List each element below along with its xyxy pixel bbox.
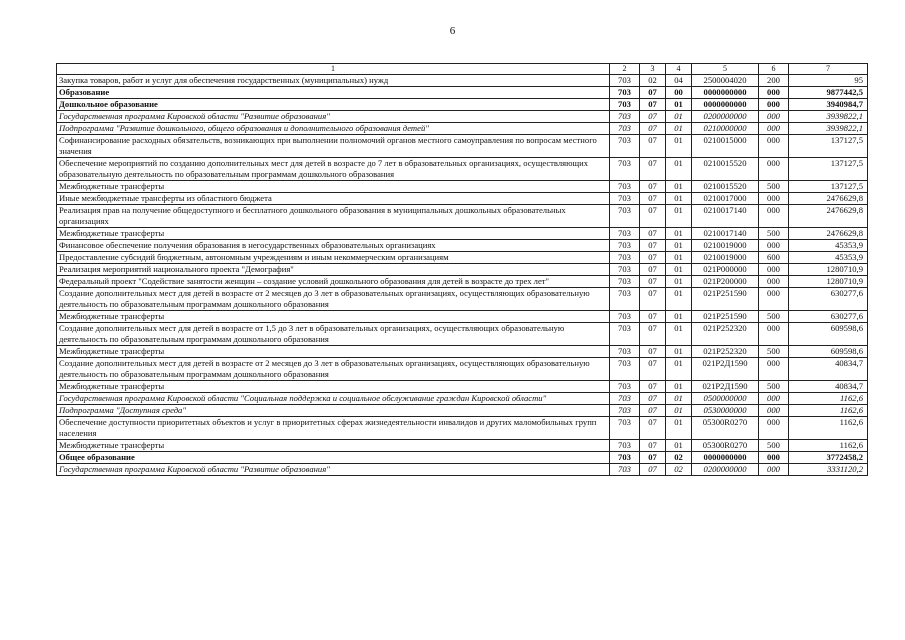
row-name-cell: Межбюджетные трансферты xyxy=(57,181,610,193)
table-row xyxy=(57,323,868,346)
amount-cell: 1162,6 xyxy=(789,405,868,417)
subsection-code-cell: 01 xyxy=(666,240,692,252)
amount-cell: 45353,9 xyxy=(789,240,868,252)
amount-cell: 2476629,8 xyxy=(789,205,868,228)
section-code-cell: 07 xyxy=(640,381,666,393)
admin-code-cell: 703 xyxy=(610,111,640,123)
expense-type-cell: 500 xyxy=(759,228,789,240)
subsection-code-cell: 01 xyxy=(666,205,692,228)
subsection-code-cell: 01 xyxy=(666,417,692,440)
table-row xyxy=(57,87,868,99)
target-article-cell: 021P2Д1590 xyxy=(692,381,759,393)
admin-code-cell: 703 xyxy=(610,440,640,452)
table-row xyxy=(57,393,868,405)
expense-type-cell: 500 xyxy=(759,440,789,452)
section-code-cell: 07 xyxy=(640,440,666,452)
amount-cell: 630277,6 xyxy=(789,311,868,323)
section-code-cell: 07 xyxy=(640,111,666,123)
target-article-cell: 0530000000 xyxy=(692,405,759,417)
amount-cell: 609598,6 xyxy=(789,346,868,358)
target-article-cell: 0210000000 xyxy=(692,123,759,135)
admin-code-cell: 703 xyxy=(610,228,640,240)
admin-code-cell: 703 xyxy=(610,276,640,288)
target-article-cell: 021P251590 xyxy=(692,311,759,323)
admin-code-cell: 703 xyxy=(610,464,640,476)
section-code-cell: 07 xyxy=(640,417,666,440)
table-row xyxy=(57,358,868,381)
admin-code-cell: 703 xyxy=(610,405,640,417)
expense-type-cell: 000 xyxy=(759,417,789,440)
section-code-cell: 07 xyxy=(640,123,666,135)
table-row xyxy=(57,464,868,476)
expense-type-cell: 000 xyxy=(759,405,789,417)
admin-code-cell: 703 xyxy=(610,193,640,205)
admin-code-cell: 703 xyxy=(610,240,640,252)
expense-type-cell: 000 xyxy=(759,240,789,252)
expense-type-cell: 500 xyxy=(759,311,789,323)
subsection-code-cell: 00 xyxy=(666,87,692,99)
section-code-cell: 07 xyxy=(640,252,666,264)
row-name-cell: Реализация прав на получение общедоступного и бесплатного дошкольного образования в муниципальных дошкольных образовательных организациях xyxy=(57,205,610,228)
row-name-cell: Межбюджетные трансферты xyxy=(57,440,610,452)
expense-type-cell: 000 xyxy=(759,111,789,123)
row-name-cell: Государственная программа Кировской области "Развитие образования" xyxy=(57,111,610,123)
section-code-cell: 07 xyxy=(640,87,666,99)
row-name-cell: Создание дополнительных мест для детей в возрасте от 2 месяцев до 3 лет в образовательных организациях, осуществляющих образовательную деятельность по образовательным программам дошкольного образования xyxy=(57,358,610,381)
subsection-code-cell: 02 xyxy=(666,452,692,464)
amount-cell: 609598,6 xyxy=(789,323,868,346)
row-name-cell: Подпрограмма "Доступная среда" xyxy=(57,405,610,417)
target-article-cell: 05300R0270 xyxy=(692,440,759,452)
admin-code-cell: 703 xyxy=(610,75,640,87)
section-code-cell: 07 xyxy=(640,158,666,181)
expense-type-cell: 000 xyxy=(759,99,789,111)
subsection-code-cell: 01 xyxy=(666,111,692,123)
target-article-cell: 0200000000 xyxy=(692,111,759,123)
row-name-cell: Федеральный проект "Содействие занятости женщин – создание условий дошкольного образования для детей в возрасте до трех лет" xyxy=(57,276,610,288)
section-code-cell: 07 xyxy=(640,452,666,464)
expense-type-cell: 500 xyxy=(759,346,789,358)
section-code-cell: 07 xyxy=(640,99,666,111)
target-article-cell: 0210015520 xyxy=(692,181,759,193)
admin-code-cell: 703 xyxy=(610,181,640,193)
admin-code-cell: 703 xyxy=(610,381,640,393)
section-code-cell: 02 xyxy=(640,75,666,87)
section-code-cell: 07 xyxy=(640,346,666,358)
row-name-cell: Обеспечение доступности приоритетных объектов и услуг в приоритетных сферах жизнедеятельности инвалидов и других маломобильных групп населения xyxy=(57,417,610,440)
amount-cell: 137127,5 xyxy=(789,158,868,181)
expense-type-cell: 500 xyxy=(759,181,789,193)
row-name-cell: Обеспечение мероприятий по созданию дополнительных мест для детей в возрасте до 7 лет в образовательных организациях, осуществляющих образовательную деятельность по образовательным программам дошкольного образования xyxy=(57,158,610,181)
budget-table xyxy=(56,63,868,476)
amount-cell: 137127,5 xyxy=(789,135,868,158)
target-article-cell: 0000000000 xyxy=(692,87,759,99)
table-row xyxy=(57,417,868,440)
table-row xyxy=(57,264,868,276)
row-name-cell: Общее образование xyxy=(57,452,610,464)
amount-cell: 1280710,9 xyxy=(789,276,868,288)
amount-cell: 1162,6 xyxy=(789,417,868,440)
expense-type-cell: 000 xyxy=(759,264,789,276)
table-row xyxy=(57,452,868,464)
section-code-cell: 07 xyxy=(640,205,666,228)
amount-cell: 3939822,1 xyxy=(789,111,868,123)
subsection-code-cell: 01 xyxy=(666,393,692,405)
amount-cell: 95 xyxy=(789,75,868,87)
row-name-cell: Государственная программа Кировской области "Социальная поддержка и социальное обслуживание граждан Кировской области" xyxy=(57,393,610,405)
target-article-cell: 0210019000 xyxy=(692,240,759,252)
target-article-cell: 0210015520 xyxy=(692,158,759,181)
section-code-cell: 07 xyxy=(640,240,666,252)
row-name-cell: Образование xyxy=(57,87,610,99)
admin-code-cell: 703 xyxy=(610,358,640,381)
amount-cell: 2476629,8 xyxy=(789,193,868,205)
table-row xyxy=(57,75,868,87)
row-name-cell: Межбюджетные трансферты xyxy=(57,228,610,240)
subsection-code-cell: 01 xyxy=(666,381,692,393)
amount-cell: 40834,7 xyxy=(789,358,868,381)
target-article-cell: 0210015000 xyxy=(692,135,759,158)
section-code-cell: 07 xyxy=(640,393,666,405)
admin-code-cell: 703 xyxy=(610,417,640,440)
table-row xyxy=(57,135,868,158)
target-article-cell: 0000000000 xyxy=(692,99,759,111)
row-name-cell: Межбюджетные трансферты xyxy=(57,346,610,358)
row-name-cell: Подпрограмма "Развитие дошкольного, общего образования и дополнительного образования детей" xyxy=(57,123,610,135)
target-article-cell: 0210017140 xyxy=(692,205,759,228)
table-row xyxy=(57,440,868,452)
table-row xyxy=(57,99,868,111)
expense-type-cell: 500 xyxy=(759,381,789,393)
expense-type-cell: 600 xyxy=(759,252,789,264)
section-code-cell: 07 xyxy=(640,358,666,381)
header-cell: 5 xyxy=(692,64,759,75)
expense-type-cell: 000 xyxy=(759,276,789,288)
header-cell: 2 xyxy=(610,64,640,75)
table-row xyxy=(57,205,868,228)
subsection-code-cell: 01 xyxy=(666,264,692,276)
row-name-cell: Софинансирование расходных обязательств, возникающих при выполнении полномочий органов местного самоуправления по вопросам местного значения xyxy=(57,135,610,158)
table-header-row xyxy=(57,64,868,75)
subsection-code-cell: 01 xyxy=(666,252,692,264)
target-article-cell: 0000000000 xyxy=(692,452,759,464)
amount-cell: 3772458,2 xyxy=(789,452,868,464)
subsection-code-cell: 01 xyxy=(666,193,692,205)
target-article-cell: 0210019000 xyxy=(692,252,759,264)
admin-code-cell: 703 xyxy=(610,87,640,99)
table-row xyxy=(57,381,868,393)
subsection-code-cell: 04 xyxy=(666,75,692,87)
amount-cell: 2476629,8 xyxy=(789,228,868,240)
table-row xyxy=(57,228,868,240)
expense-type-cell: 000 xyxy=(759,158,789,181)
row-name-cell: Предоставление субсидий бюджетным, автономным учреждениям и иным некоммерческим организациям xyxy=(57,252,610,264)
admin-code-cell: 703 xyxy=(610,346,640,358)
table-row xyxy=(57,158,868,181)
amount-cell: 1280710,9 xyxy=(789,264,868,276)
expense-type-cell: 000 xyxy=(759,87,789,99)
subsection-code-cell: 01 xyxy=(666,158,692,181)
table-row xyxy=(57,311,868,323)
target-article-cell: 0500000000 xyxy=(692,393,759,405)
header-cell: 7 xyxy=(789,64,868,75)
section-code-cell: 07 xyxy=(640,135,666,158)
table-row xyxy=(57,193,868,205)
amount-cell: 1162,6 xyxy=(789,440,868,452)
target-article-cell: 021P2Д1590 xyxy=(692,358,759,381)
subsection-code-cell: 02 xyxy=(666,464,692,476)
amount-cell: 45353,9 xyxy=(789,252,868,264)
subsection-code-cell: 01 xyxy=(666,288,692,311)
section-code-cell: 07 xyxy=(640,405,666,417)
admin-code-cell: 703 xyxy=(610,158,640,181)
subsection-code-cell: 01 xyxy=(666,405,692,417)
admin-code-cell: 703 xyxy=(610,452,640,464)
admin-code-cell: 703 xyxy=(610,99,640,111)
header-cell: 4 xyxy=(666,64,692,75)
section-code-cell: 07 xyxy=(640,228,666,240)
subsection-code-cell: 01 xyxy=(666,228,692,240)
target-article-cell: 021P252320 xyxy=(692,323,759,346)
target-article-cell: 0210017000 xyxy=(692,193,759,205)
table-body xyxy=(57,75,868,476)
table-row xyxy=(57,181,868,193)
target-article-cell: 021P000000 xyxy=(692,264,759,276)
target-article-cell: 0200000000 xyxy=(692,464,759,476)
expense-type-cell: 000 xyxy=(759,464,789,476)
table-row xyxy=(57,276,868,288)
amount-cell: 1162,6 xyxy=(789,393,868,405)
row-name-cell: Закупка товаров, работ и услуг для обеспечения государственных (муниципальных) нужд xyxy=(57,75,610,87)
subsection-code-cell: 01 xyxy=(666,440,692,452)
amount-cell: 630277,6 xyxy=(789,288,868,311)
header-cell: 1 xyxy=(57,64,610,75)
expense-type-cell: 000 xyxy=(759,205,789,228)
target-article-cell: 0210017140 xyxy=(692,228,759,240)
expense-type-cell: 000 xyxy=(759,288,789,311)
section-code-cell: 07 xyxy=(640,311,666,323)
subsection-code-cell: 01 xyxy=(666,323,692,346)
section-code-cell: 07 xyxy=(640,464,666,476)
admin-code-cell: 703 xyxy=(610,123,640,135)
target-article-cell: 021P252320 xyxy=(692,346,759,358)
expense-type-cell: 000 xyxy=(759,452,789,464)
row-name-cell: Дошкольное образование xyxy=(57,99,610,111)
section-code-cell: 07 xyxy=(640,264,666,276)
table-row xyxy=(57,346,868,358)
amount-cell: 3331120,2 xyxy=(789,464,868,476)
header-cell: 6 xyxy=(759,64,789,75)
subsection-code-cell: 01 xyxy=(666,276,692,288)
target-article-cell: 021P200000 xyxy=(692,276,759,288)
admin-code-cell: 703 xyxy=(610,135,640,158)
table-row xyxy=(57,123,868,135)
table-row xyxy=(57,288,868,311)
table-row xyxy=(57,111,868,123)
row-name-cell: Межбюджетные трансферты xyxy=(57,381,610,393)
row-name-cell: Создание дополнительных мест для детей в возрасте от 1,5 до 3 лет в образовательных организациях, осуществляющих образовательную деятельность по образовательным программам дошкольного образования xyxy=(57,323,610,346)
amount-cell: 3940984,7 xyxy=(789,99,868,111)
target-article-cell: 2500004020 xyxy=(692,75,759,87)
subsection-code-cell: 01 xyxy=(666,311,692,323)
row-name-cell: Межбюджетные трансферты xyxy=(57,311,610,323)
table-row xyxy=(57,252,868,264)
amount-cell: 137127,5 xyxy=(789,181,868,193)
row-name-cell: Иные межбюджетные трансферты из областного бюджета xyxy=(57,193,610,205)
subsection-code-cell: 01 xyxy=(666,135,692,158)
admin-code-cell: 703 xyxy=(610,311,640,323)
section-code-cell: 07 xyxy=(640,288,666,311)
page-number: 6 xyxy=(449,25,456,37)
admin-code-cell: 703 xyxy=(610,252,640,264)
header-cell: 3 xyxy=(640,64,666,75)
expense-type-cell: 200 xyxy=(759,75,789,87)
admin-code-cell: 703 xyxy=(610,323,640,346)
target-article-cell: 021P251590 xyxy=(692,288,759,311)
admin-code-cell: 703 xyxy=(610,264,640,276)
subsection-code-cell: 01 xyxy=(666,181,692,193)
target-article-cell: 05300R0270 xyxy=(692,417,759,440)
amount-cell: 40834,7 xyxy=(789,381,868,393)
expense-type-cell: 000 xyxy=(759,393,789,405)
expense-type-cell: 000 xyxy=(759,358,789,381)
table-row xyxy=(57,240,868,252)
row-name-cell: Финансовое обеспечение получения образования в негосударственных образовательных организациях xyxy=(57,240,610,252)
row-name-cell: Реализация мероприятий национального проекта "Демография" xyxy=(57,264,610,276)
row-name-cell: Государственная программа Кировской области "Развитие образования" xyxy=(57,464,610,476)
expense-type-cell: 000 xyxy=(759,123,789,135)
subsection-code-cell: 01 xyxy=(666,99,692,111)
row-name-cell: Создание дополнительных мест для детей в возрасте от 2 месяцев до 3 лет в образовательных организациях, осуществляющих образовательную деятельность по образовательным программам дошкольного образования xyxy=(57,288,610,311)
admin-code-cell: 703 xyxy=(610,288,640,311)
section-code-cell: 07 xyxy=(640,181,666,193)
table-row xyxy=(57,405,868,417)
section-code-cell: 07 xyxy=(640,276,666,288)
expense-type-cell: 000 xyxy=(759,135,789,158)
amount-cell: 3939822,1 xyxy=(789,123,868,135)
subsection-code-cell: 01 xyxy=(666,358,692,381)
expense-type-cell: 000 xyxy=(759,193,789,205)
admin-code-cell: 703 xyxy=(610,393,640,405)
section-code-cell: 07 xyxy=(640,323,666,346)
subsection-code-cell: 01 xyxy=(666,123,692,135)
subsection-code-cell: 01 xyxy=(666,346,692,358)
amount-cell: 9877442,5 xyxy=(789,87,868,99)
expense-type-cell: 000 xyxy=(759,323,789,346)
admin-code-cell: 703 xyxy=(610,205,640,228)
section-code-cell: 07 xyxy=(640,193,666,205)
